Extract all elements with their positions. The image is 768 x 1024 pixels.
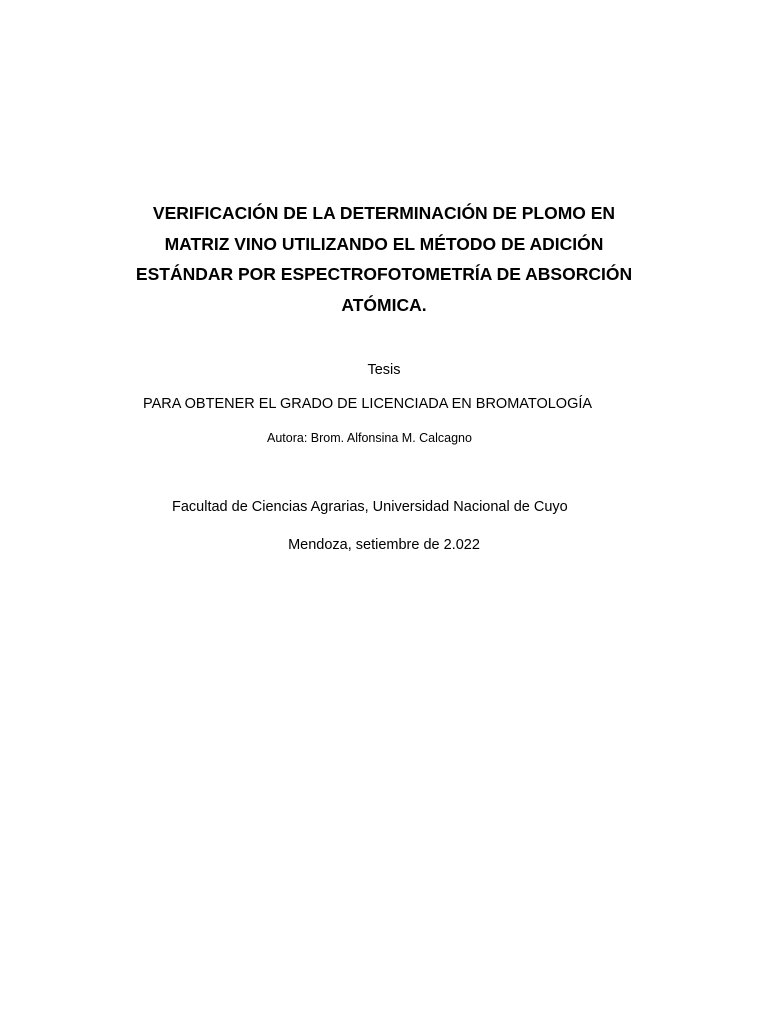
thesis-title [120, 198, 648, 320]
place-date-line: Mendoza, setiembre de 2.022 [288, 537, 480, 553]
thesis-title-line-2: MATRIZ VINO UTILIZANDO EL MÉTODO DE ADICIÓN [164, 233, 604, 254]
author-line: Autora: Brom. Alfonsina M. Calcagno [267, 431, 472, 445]
thesis-title-line-1: VERIFICACIÓN DE LA DETERMINACIÓN DE PLOMO EN [152, 203, 616, 223]
thesis-title-line-4: ATÓMICA. [341, 294, 427, 315]
document-type: Tesis [367, 362, 401, 378]
degree-line: PARA OBTENER EL GRADO DE LICENCIADA EN BROMATOLOGÍA [143, 396, 593, 412]
thesis-title-line-3: ESTÁNDAR POR ESPECTROFOTOMETRÍA DE ABSORCIÓN [135, 264, 633, 284]
institution-line: Facultad de Ciencias Agrarias, Universidad Nacional de Cuyo [172, 499, 568, 515]
